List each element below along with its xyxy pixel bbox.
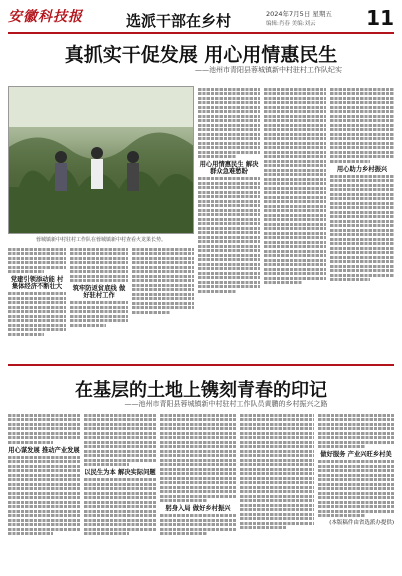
story2-subhead: ——池州市青阳县蓉城镇新中村驻村工作队员黄鹏的乡村振兴之路 <box>124 400 328 408</box>
story2-column-5 <box>318 412 394 572</box>
story2-subhead-1: 用心谋发展 推动产业发展 <box>8 446 80 454</box>
story1-column-1 <box>8 246 66 358</box>
section-title: 选派干部在乡村 <box>126 12 232 30</box>
issue-date: 2024年7月5日 星期五 <box>266 10 332 18</box>
masthead <box>8 6 394 34</box>
story1-column-6 <box>330 86 394 358</box>
story2-subhead-2: 以民生为本 解决实际问题 <box>84 469 156 476</box>
story2-column-3 <box>160 412 236 572</box>
story2-column-2 <box>84 412 156 572</box>
story-separator <box>8 364 394 366</box>
story1-headline: 真抓实干促发展 用心用情惠民生 <box>64 44 338 66</box>
story2-headline: 在基层的土地上镌刻青春的印记 <box>75 380 327 401</box>
story1-subhead-2: 用心用情惠民生 解决群众急难愁盼 <box>199 161 259 175</box>
story1-column-2 <box>70 246 128 358</box>
story1-subhead-4: 用心助力乡村振兴 <box>336 165 388 173</box>
story2-column-4 <box>240 412 314 572</box>
story2-subhead-3: 躬身入局 做好乡村振兴 <box>165 505 231 512</box>
story1-subhead-3: 筑牢防返贫底线 做好驻村工作 <box>72 285 126 299</box>
story1-subhead-1: 党建引领添动能 村集体经济不断壮大 <box>10 276 64 290</box>
story1-column-5 <box>264 86 326 358</box>
story1-subhead: ——池州市青阳县蓉城镇新中村驻村工作队纪实 <box>195 66 342 74</box>
story2-subhead-4: 做好服务 产业兴旺乡村美 <box>320 451 392 458</box>
photo-caption: 蓉城镇新中村驻村工作队在蓉城镇新中村查看火龙果长势。 <box>35 237 166 243</box>
dragon-fruit-field-photo <box>8 86 194 234</box>
newspaper-logo: 安徽科技报 <box>8 9 83 25</box>
story2-column-1 <box>8 412 80 572</box>
story1-column-4 <box>198 86 260 358</box>
story2-footer-note: (本版稿件由省选派办提供) <box>329 520 394 526</box>
story1-column-3 <box>132 246 194 358</box>
editor-credits: 编辑:肖春 美编:刘云 <box>266 21 316 27</box>
page-number: 11 <box>366 6 394 30</box>
